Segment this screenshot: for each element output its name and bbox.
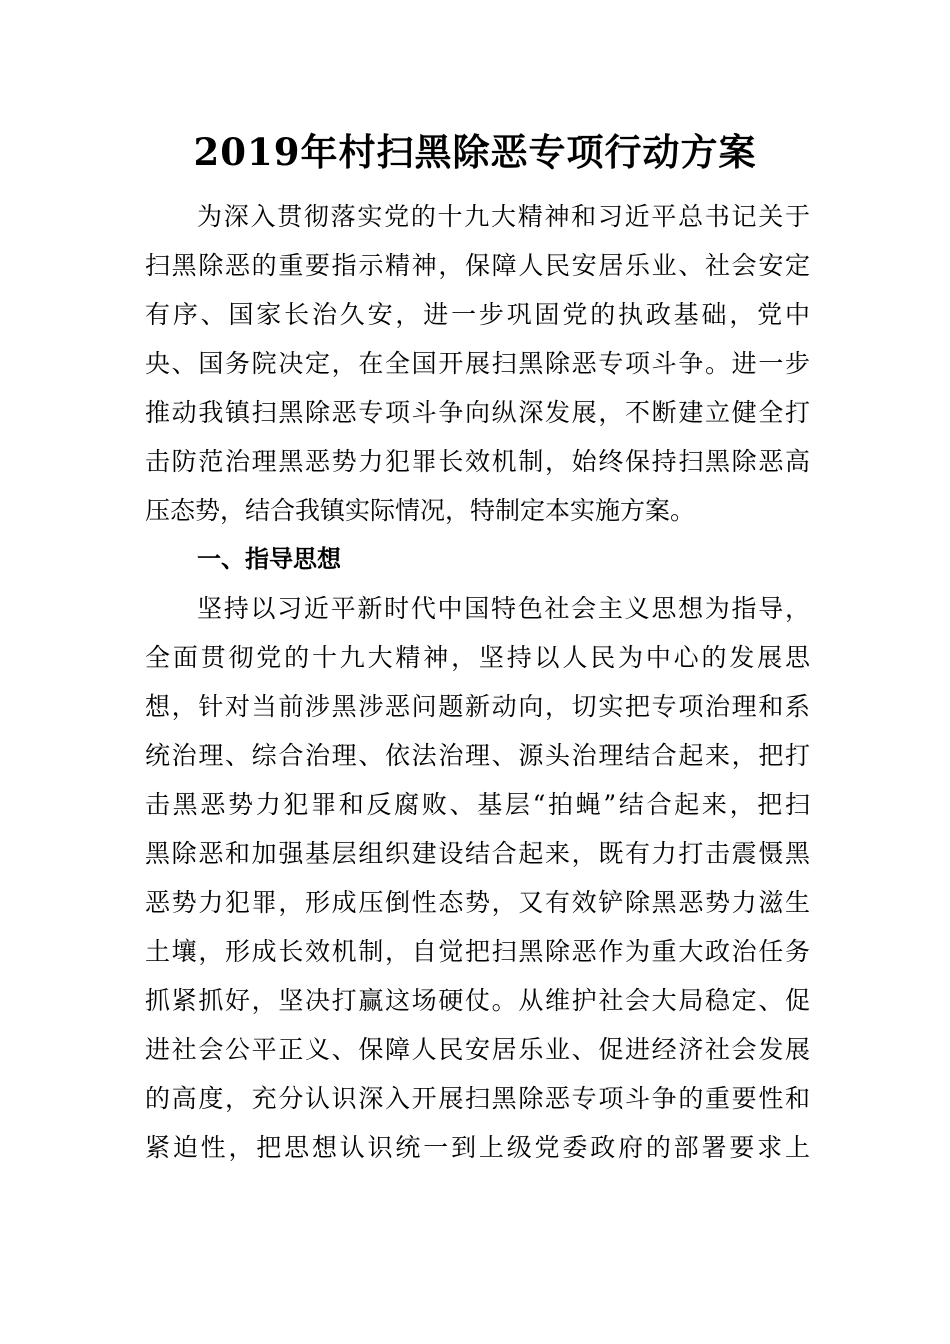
intro-line: 击防范治理黑恶势力犯罪长效机制，始终保持扫黑除恶高 <box>145 447 810 476</box>
intro-line: 压态势，结合我镇实际情况，特制定本实施方案。 <box>145 496 696 525</box>
section-line: 土壤，形成长效机制，自觉把扫黑除恶作为重大政治任务 <box>145 937 810 966</box>
section-line: 进社会公平正义、保障人民安居乐业、促进经济社会发展 <box>145 1035 810 1064</box>
section-line: 坚持以习近平新时代中国特色社会主义思想为指导， <box>197 594 810 623</box>
section-line: 黑除恶和加强基层组织建设结合起来，既有力打击震慑黑 <box>145 839 810 868</box>
section-line: 全面贯彻党的十九大精神，坚持以人民为中心的发展思 <box>145 643 810 672</box>
section-line: 想，针对当前涉黑涉恶问题新动向，切实把专项治理和系 <box>145 692 810 721</box>
intro-line: 央、国务院决定，在全国开展扫黑除恶专项斗争。进一步 <box>145 349 810 378</box>
section-line: 统治理、综合治理、依法治理、源头治理结合起来，把打 <box>145 741 810 770</box>
intro-line: 为深入贯彻落实党的十九大精神和习近平总书记关于 <box>197 202 810 231</box>
section-line: 紧迫性，把思想认识统一到上级党委政府的部署要求上 <box>145 1133 810 1162</box>
intro-line: 推动我镇扫黑除恶专项斗争向纵深发展，不断建立健全打 <box>145 398 810 427</box>
section-line: 击黑恶势力犯罪和反腐败、基层“拍蝇”结合起来，把扫 <box>145 790 810 819</box>
intro-line: 扫黑除恶的重要指示精神，保障人民安居乐业、社会安定 <box>145 251 810 280</box>
document-body <box>145 192 810 1172</box>
intro-line: 有序、国家长治久安，进一步巩固党的执政基础，党中 <box>145 300 810 329</box>
document-title: 2019年村扫黑除恶专项行动方案 <box>193 130 757 174</box>
section-line: 恶势力犯罪，形成压倒性态势，又有效铲除黑恶势力滋生 <box>145 888 810 917</box>
section-line: 抓紧抓好，坚决打赢这场硬仗。从维护社会大局稳定、促 <box>145 986 810 1015</box>
section-line: 的高度，充分认识深入开展扫黑除恶专项斗争的重要性和 <box>145 1084 810 1113</box>
section-heading-guiding-ideology: 一、指导思想 <box>197 545 341 573</box>
